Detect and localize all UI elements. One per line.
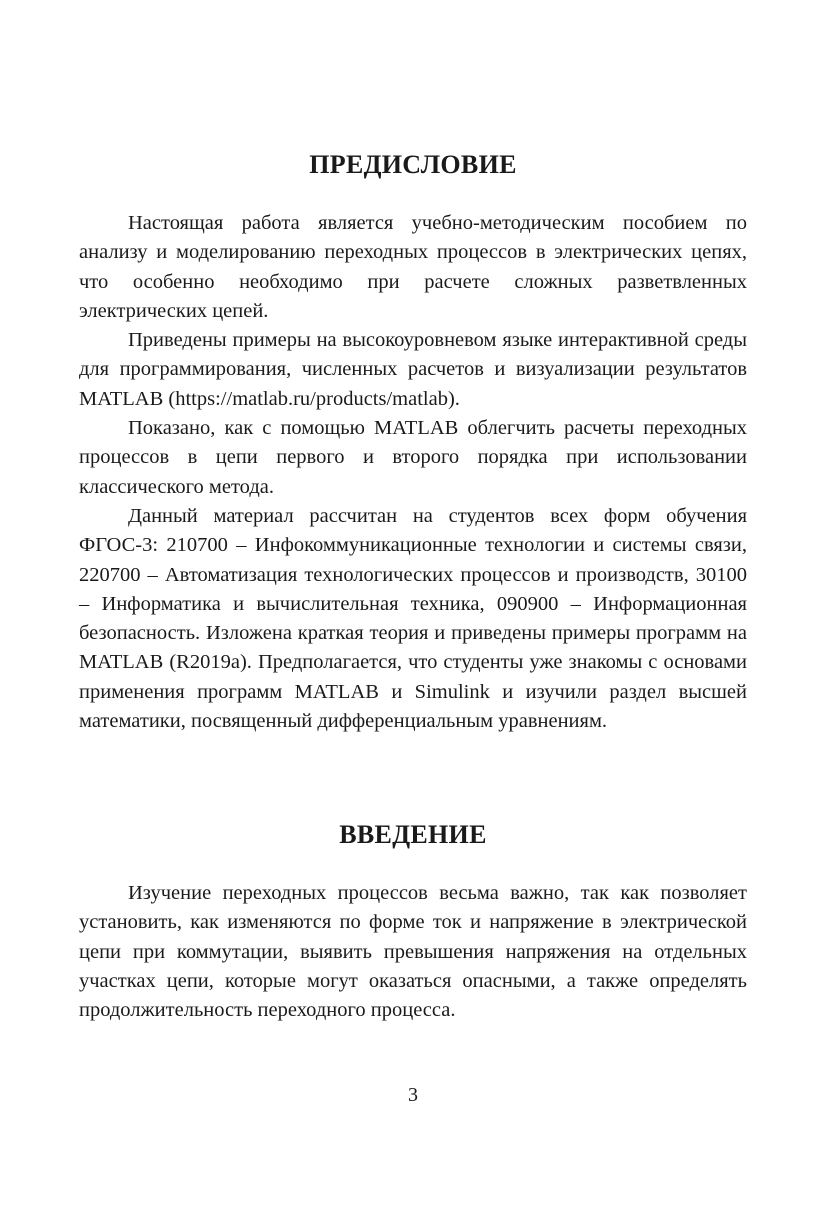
preface-paragraph-1: Настоящая работа является учебно-методическим пособием по анализу и моделированию переходных процессов в электрических цепях, что особенно необходимо при расчете сложных разветвленных электрических цепей.	[79, 212, 747, 322]
preface-paragraph-4: Данный материал рассчитан на студентов всех форм обучения ФГОС-3: 210700 – Инфокоммуникационные технологии и системы связи, 220700 – Автоматизация технологических процессов и производств, 30100 – Информатика и вычислительная техника, 090900 – Информационная безопасность. Изложена краткая теория и приведены примеры программ на MATLAB (R2019a). Предполагается, что студенты уже знакомы с основами применения программ MATLAB и Simulink и изучили раздел высшей математики, посвященный дифференциальным уравнениям.	[79, 504, 747, 733]
page-number: 3	[408, 1084, 418, 1106]
preface-paragraph-3: Показано, как с помощью MATLAB облегчить расчеты переходных процессов в цепи первого и второго порядка при использовании классического метода.	[79, 417, 747, 498]
preface-heading: ПРЕДИСЛОВИЕ	[309, 150, 517, 179]
preface-body	[79, 209, 747, 736]
introduction-paragraph-1: Изучение переходных процессов весьма важно, так как позволяет установить, как изменяются по форме ток и напряжение в электрической цепи при коммутации, выявить превышения напряжения на отдельных участках цепи, которые могут оказаться опасными, а также определять продолжительность переходного процесса.	[79, 882, 747, 1022]
introduction-heading: ВВЕДЕНИЕ	[339, 820, 487, 849]
introduction-body	[79, 879, 747, 1025]
preface-paragraph-2: Приведены примеры на высокоуровневом языке интерактивной среды для программирования, численных расчетов и визуализации результатов MATLAB (https://matlab.ru/products/matlab).	[79, 329, 747, 410]
